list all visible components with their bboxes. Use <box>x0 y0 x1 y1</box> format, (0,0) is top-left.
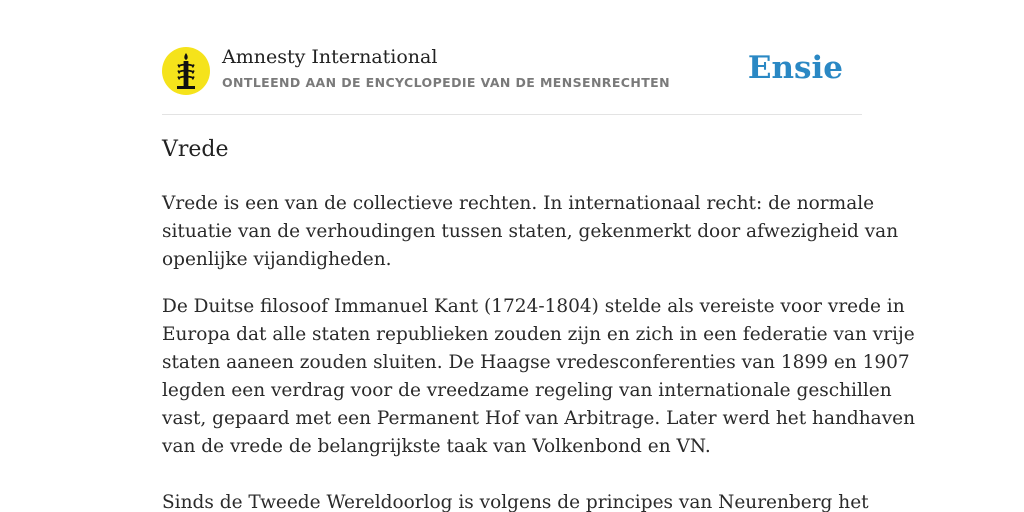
paragraph-line: Europa dat alle staten republieken zouden zijn en zich in een federatie van vrije <box>162 324 915 345</box>
source-name[interactable]: Amnesty International <box>222 46 438 68</box>
candle-barbed-wire-icon <box>162 47 210 95</box>
paragraph-line: legden een verdrag voor de vreedzame regeling van internationale geschillen <box>162 380 892 401</box>
paragraph-line: situatie van de verhoudingen tussen staten, gekenmerkt door afwezigheid van <box>162 221 899 242</box>
paragraph-line: vast, gepaard met een Permanent Hof van Arbitrage. Later werd het handhaven <box>162 408 916 429</box>
paragraph <box>162 190 899 274</box>
brand-logo[interactable]: Ensie <box>747 50 843 86</box>
paragraph-line: Vrede is een van de collectieve rechten. In internationaal recht: de normale <box>162 193 875 214</box>
paragraph-line: Sinds de Tweede Wereldoorlog is volgens de principes van Neurenberg het <box>162 492 869 512</box>
article-body <box>162 190 916 512</box>
paragraph-line: van de vrede de belangrijkste taak van Volkenbond en VN. <box>162 436 711 457</box>
paragraph-line: openlijke vijandigheden. <box>162 249 392 270</box>
paragraph-line: staten aaneen zouden sluiten. De Haagse vredesconferenties van 1899 en 1907 <box>162 352 910 373</box>
paragraph-line: De Duitse filosoof Immanuel Kant (1724-1804) stelde als vereiste voor vrede in <box>162 296 905 317</box>
paragraph <box>162 489 869 512</box>
page-title: Vrede <box>162 137 229 162</box>
source-subtitle: ONTLEEND AAN DE ENCYCLOPEDIE VAN DE MENSENRECHTEN <box>222 75 670 90</box>
paragraph <box>162 293 916 461</box>
header <box>162 44 862 115</box>
